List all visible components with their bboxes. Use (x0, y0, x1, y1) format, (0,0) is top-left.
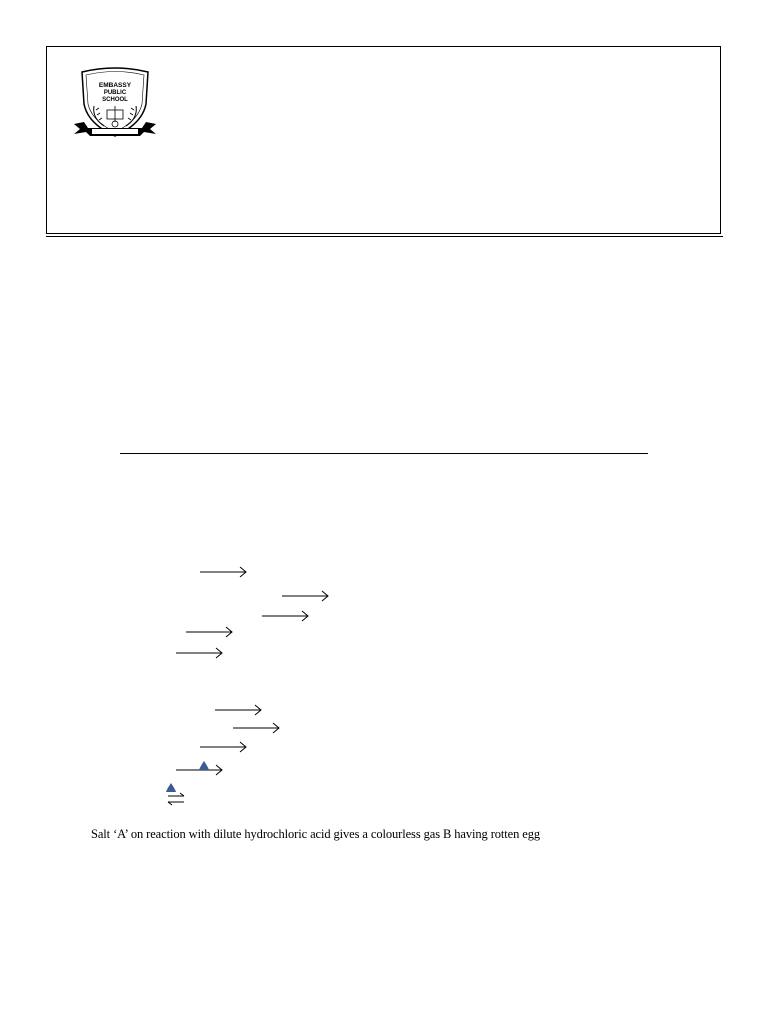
school-crest-icon (74, 66, 156, 146)
logo-text-line3: SCHOOL (102, 97, 128, 103)
equilibrium-arrows-icon (167, 792, 185, 806)
heat-delta-icon (199, 761, 209, 770)
reaction-arrow (262, 610, 310, 622)
reaction-arrow (282, 590, 330, 602)
logo-text-line2: PUBLIC (103, 90, 127, 96)
logo-text-line1: EMBASSY (98, 82, 132, 89)
header-rule (46, 236, 723, 237)
reaction-arrow (186, 626, 234, 638)
reaction-arrow (176, 647, 224, 659)
reaction-arrow (233, 722, 281, 734)
question-text: Salt ‘A’ on reaction with dilute hydrochloric acid gives a colourless gas B having rotten egg (91, 827, 541, 841)
reaction-arrow (200, 741, 248, 753)
reaction-arrow (215, 704, 263, 716)
reaction-arrow (200, 566, 248, 578)
separator-line (120, 453, 648, 454)
heat-delta-icon (166, 783, 176, 792)
